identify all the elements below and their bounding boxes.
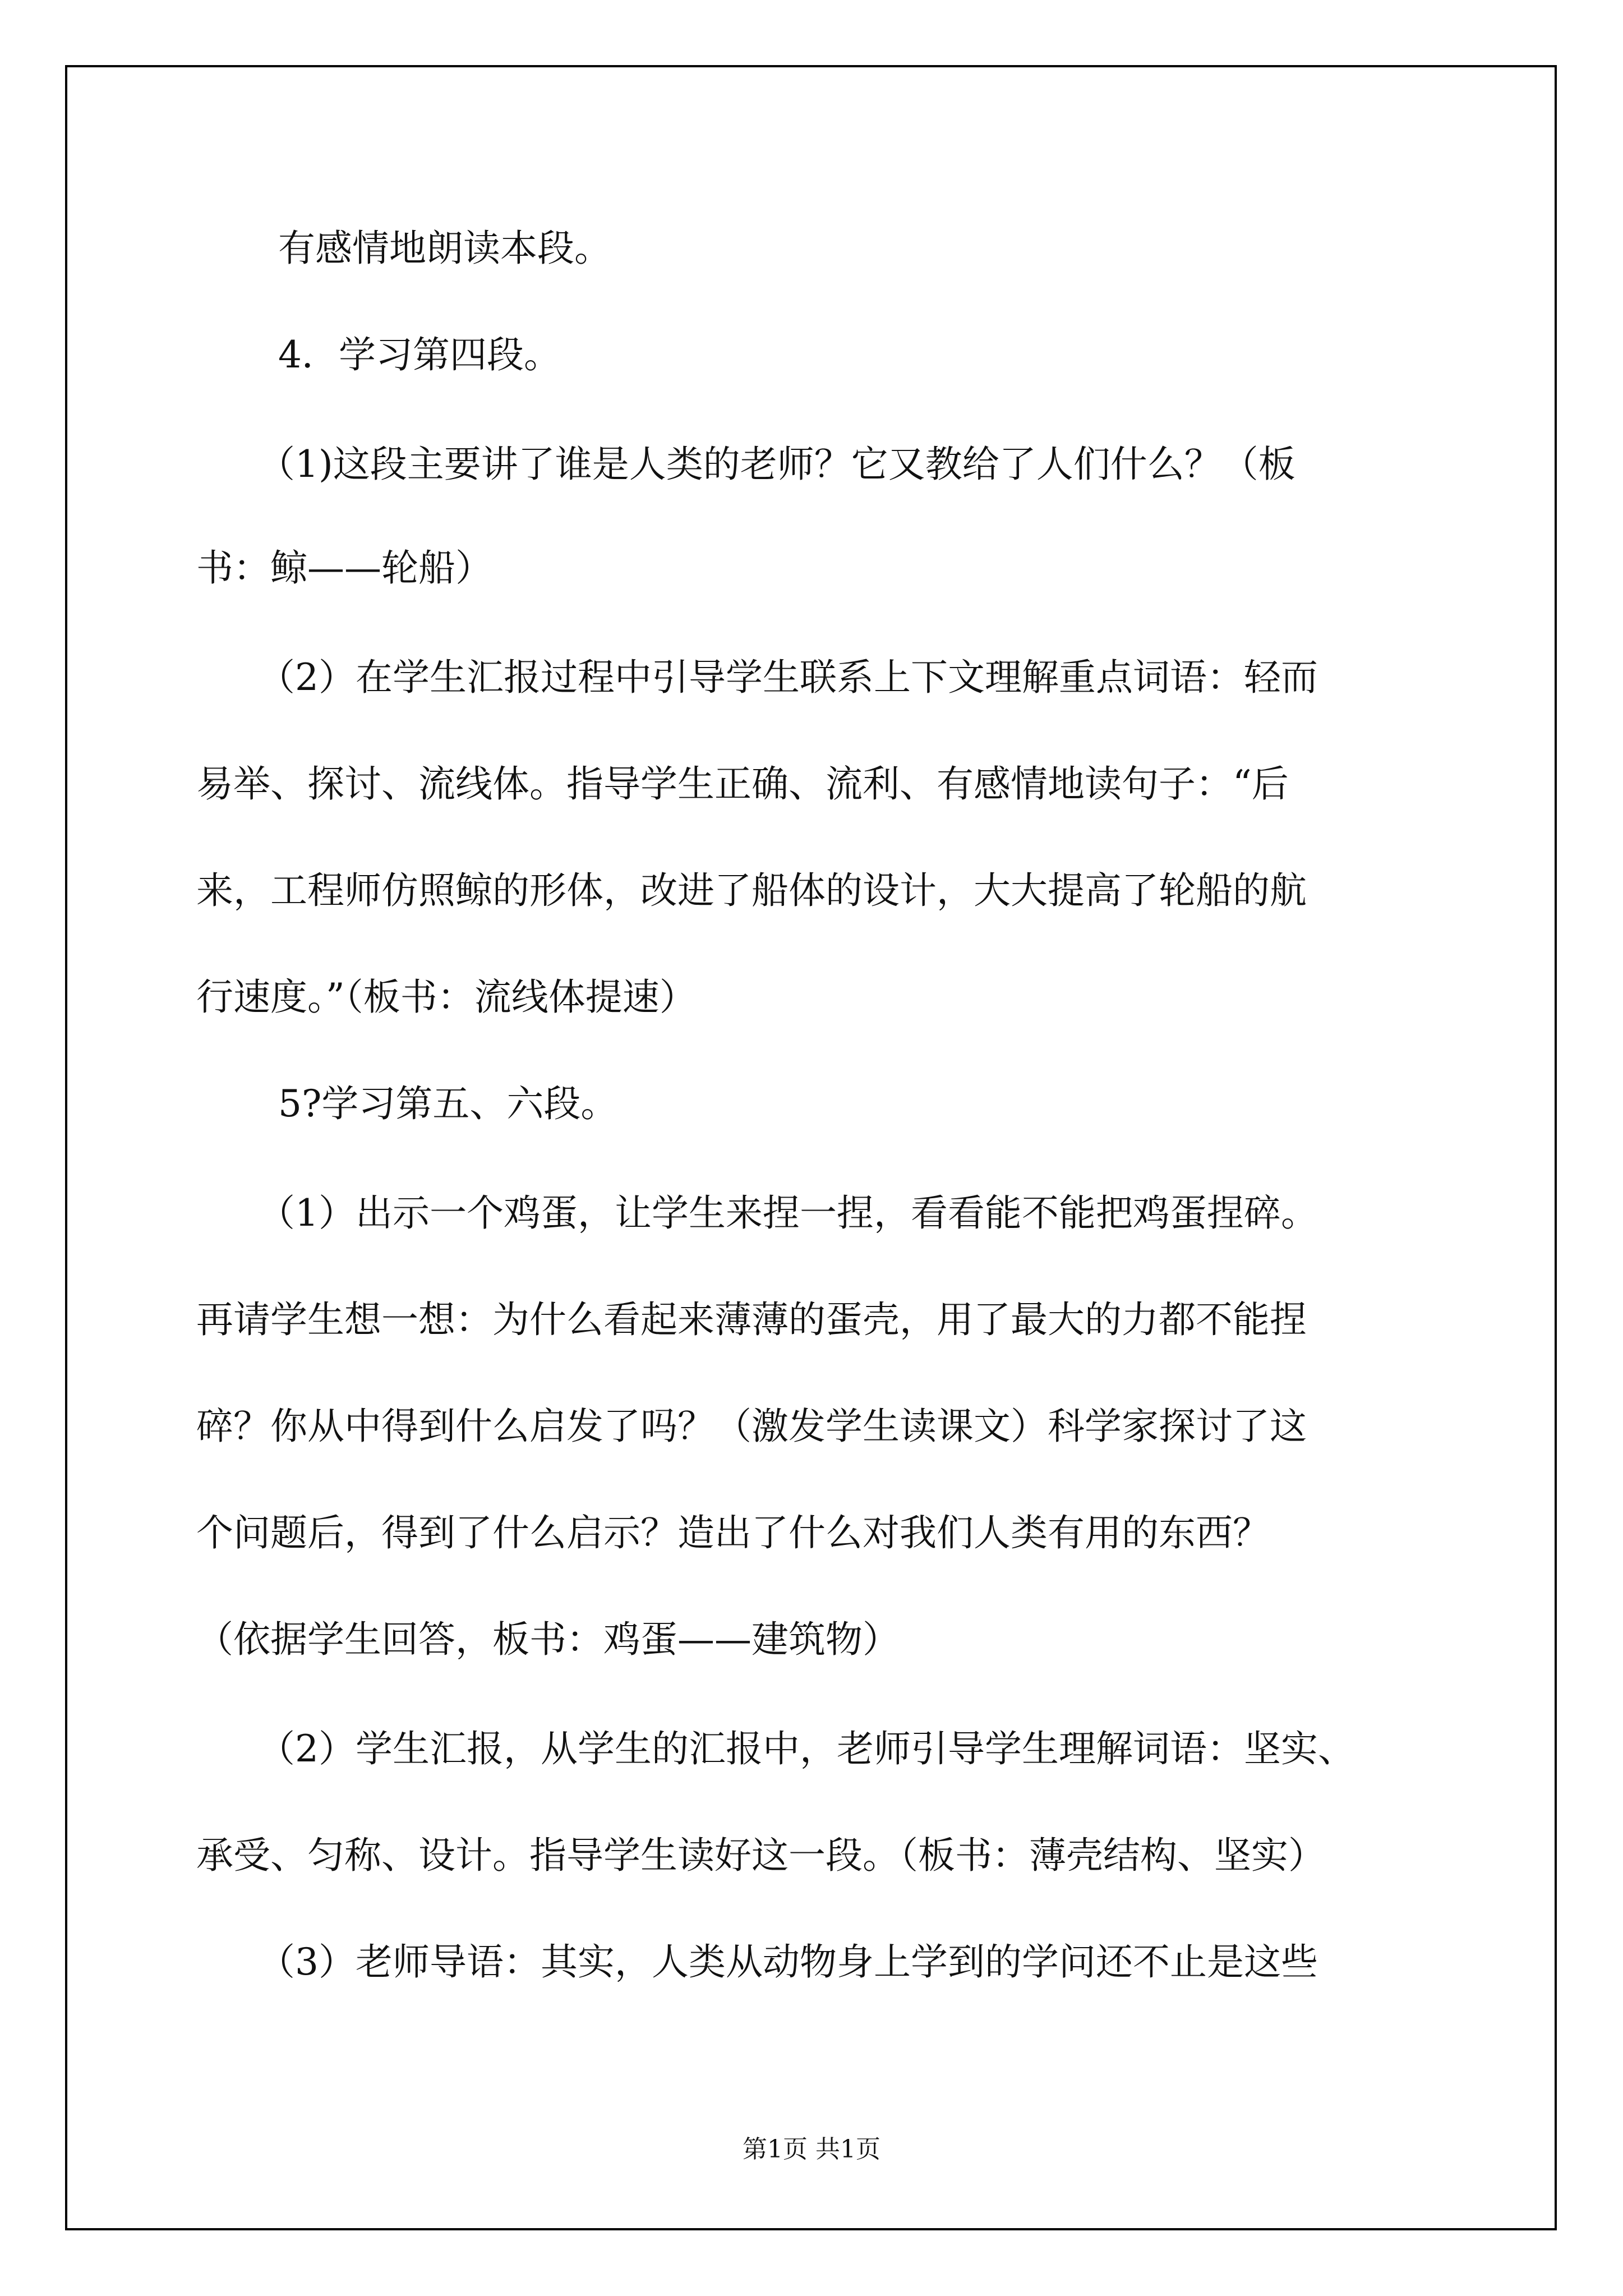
text-line-1: 有感情地朗读本段。 (278, 227, 611, 270)
text-line-12: 碎？你从中得到什么启发了吗？（激发学生读课文）科学家探讨了这 (196, 1405, 1307, 1448)
text-line-6: 易举、探讨、流线体。指导学生正确、流利、有感情地读句子：“后 (196, 762, 1289, 806)
text-line-9: 5?学习第五、六段。 (278, 1082, 618, 1125)
text-line-3: （1)这段主要讲了谁是人类的老师？它又教给了人们什么？（板 (258, 443, 1295, 486)
page-footer: 第1页 共1页 (743, 2135, 880, 2164)
text-line-2: 4．学习第四段。 (278, 333, 561, 376)
text-line-11: 再请学生想一想：为什么看起来薄薄的蛋壳，用了最大的力都不能捏 (196, 1298, 1307, 1341)
text-line-10: （1）出示一个鸡蛋，让学生来捏一捏，看看能不能把鸡蛋捏碎。 (258, 1191, 1318, 1235)
text-line-8: 行速度。”（板书：流线体提速） (196, 976, 697, 1019)
text-line-5: （2）在学生汇报过程中引导学生联系上下文理解重点词语：轻而 (258, 656, 1318, 699)
text-line-14: （依据学生回答，板书：鸡蛋——建筑物） (196, 1618, 900, 1661)
page-border (65, 65, 1557, 2230)
text-line-4: 书：鲸——轮船） (196, 546, 492, 590)
text-line-13: 个问题后，得到了什么启示？造出了什么对我们人类有用的东西？ (196, 1511, 1270, 1554)
text-line-7: 来，工程师仿照鲸的形体，改进了船体的设计，大大提高了轮船的航 (196, 869, 1307, 912)
text-line-15: （2）学生汇报，从学生的汇报中，老师引导学生理解词语：坚实、 (258, 1727, 1355, 1770)
text-line-17: （3）老师导语：其实，人类从动物身上学到的学问还不止是这些 (258, 1940, 1318, 1984)
text-line-16: 承受、匀称、设计。指导学生读好这一段。（板书：薄壳结构、坚实） (196, 1834, 1325, 1877)
